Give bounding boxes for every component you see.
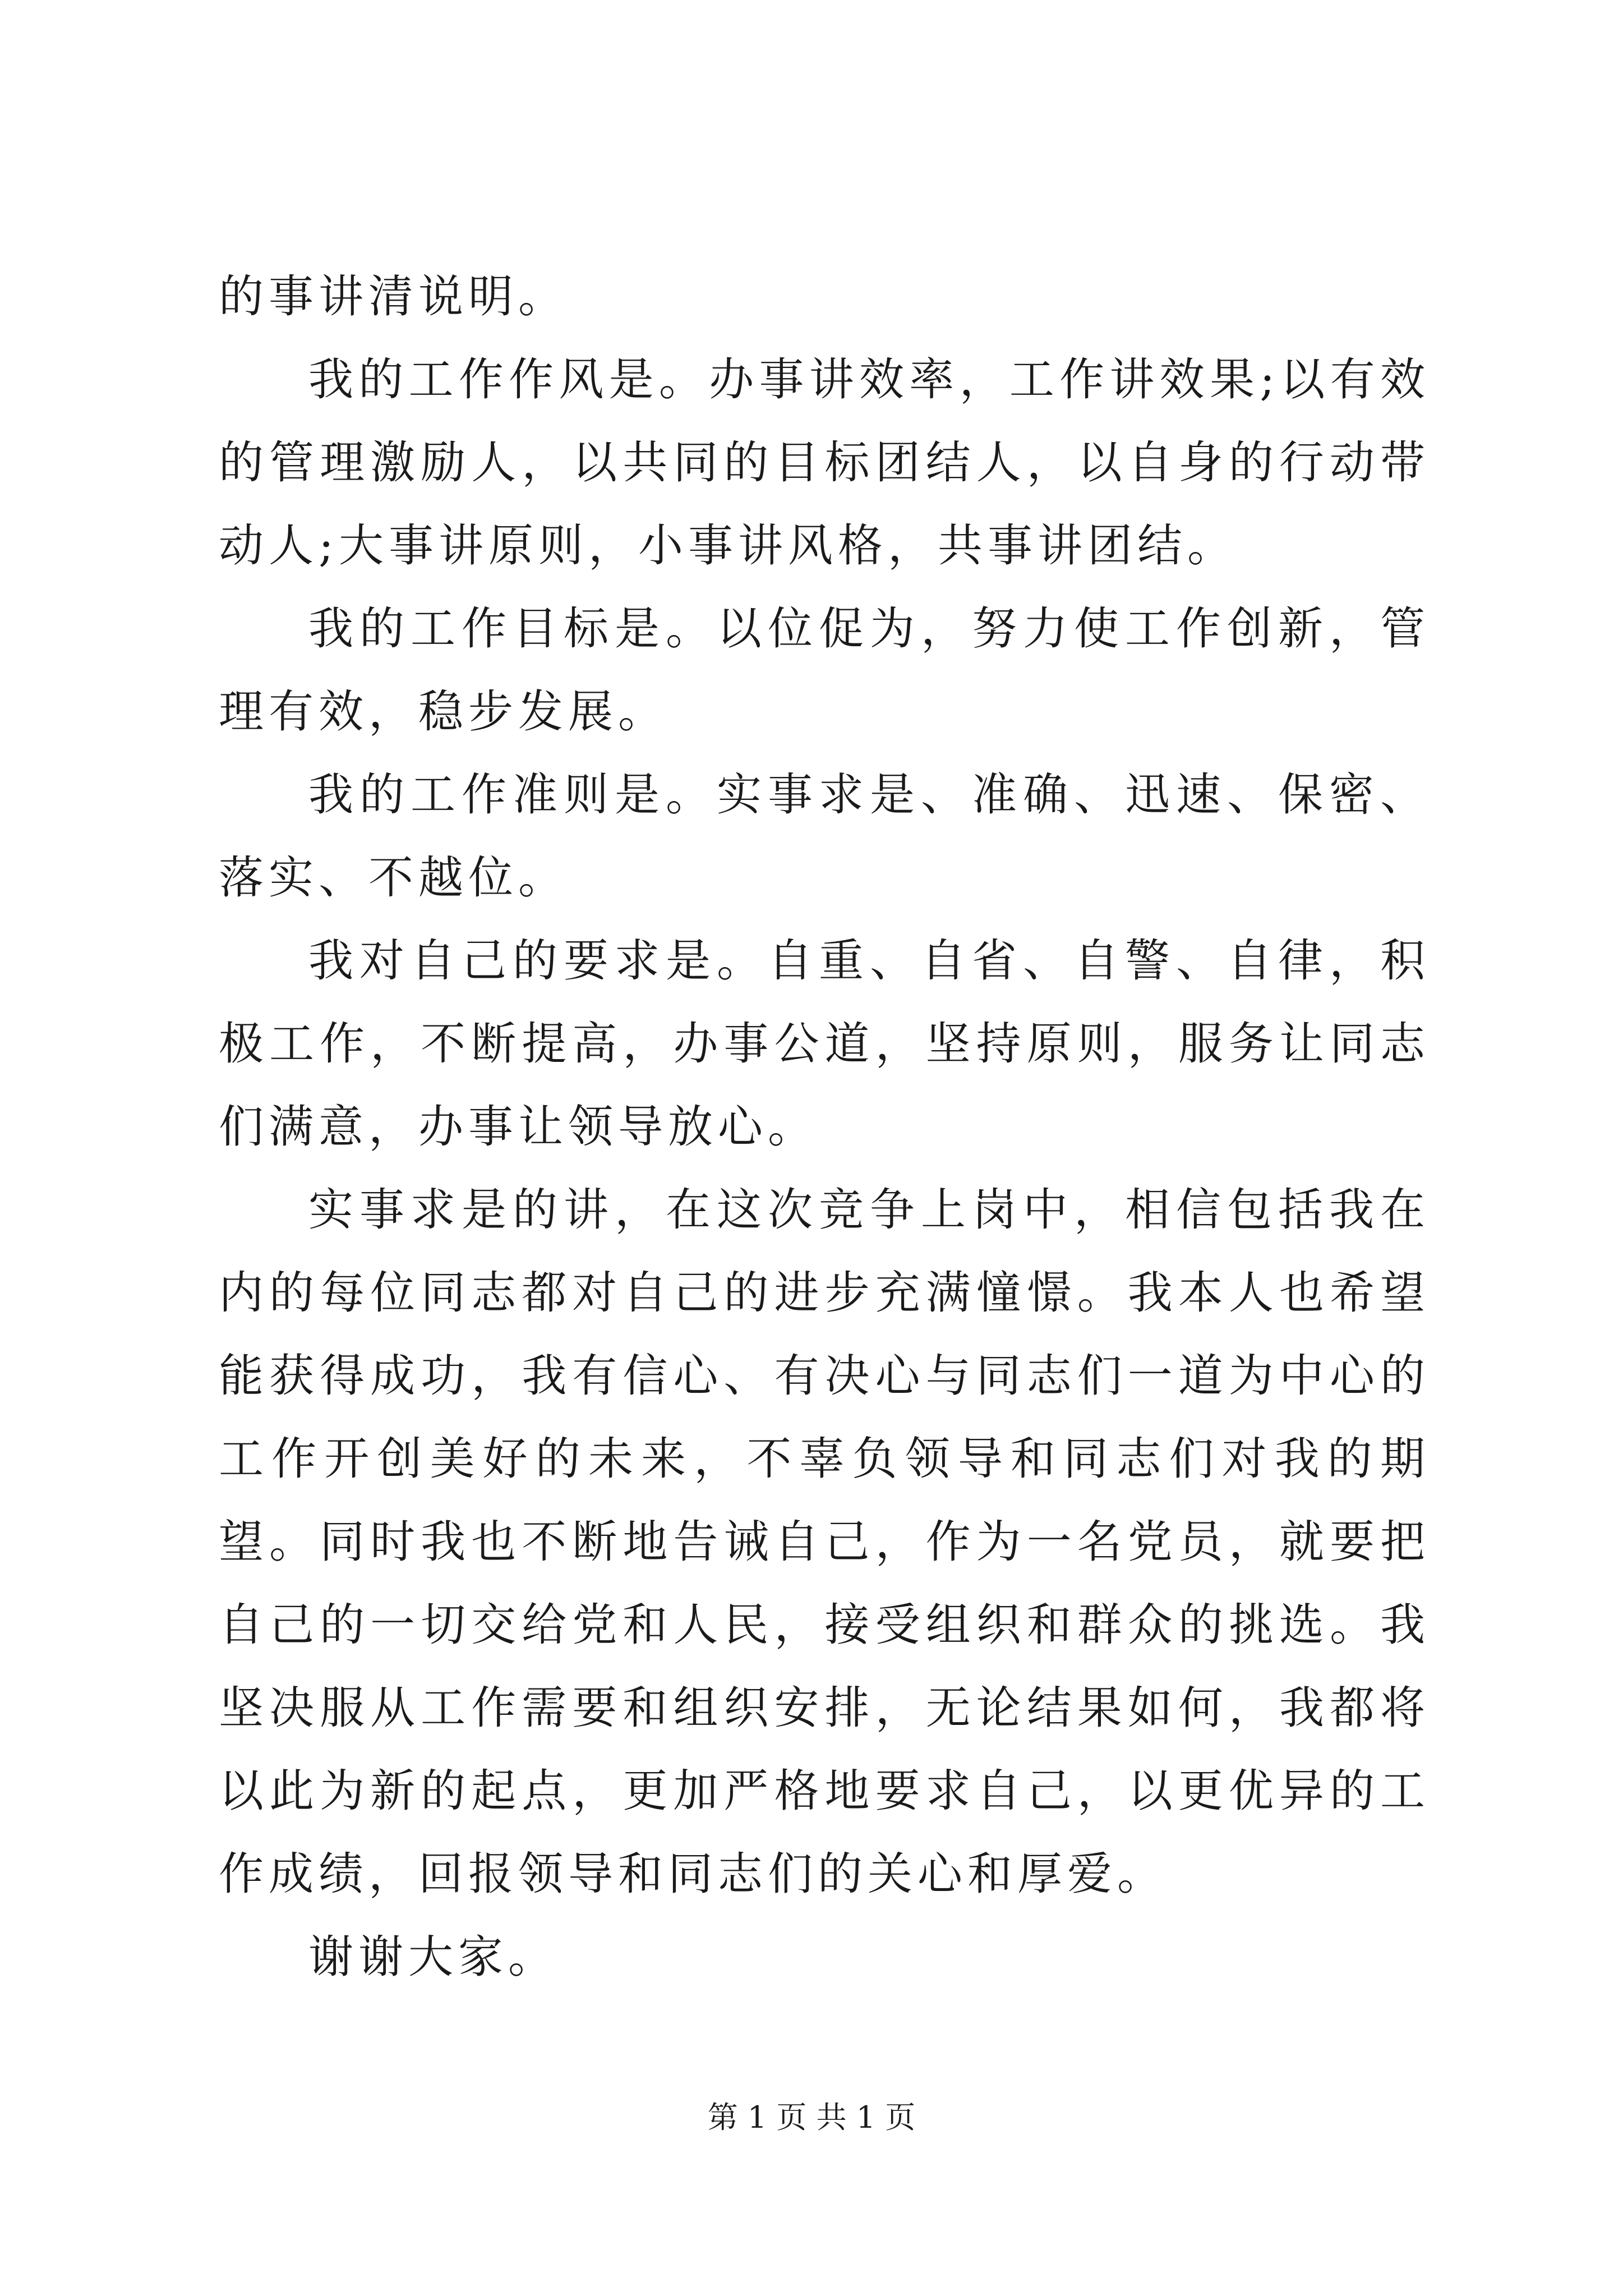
paragraph-continuation: 的事讲清说明。	[219, 270, 568, 323]
paragraph-closing-statement: 实事求是的讲，在这次竞争上岗中，相信包括我在内的每位同志都对自己的进步充满憧憬。我本人也希望能获得成功，我有信心、有决心与同志们一道为中心的工作开创美好的未来，不辜负领导和同志们对我的期望。同时我也不断地告诫自己，作为一名党员，就要把自己的一切交给党和人民，接受组织和群众的挑选。我坚决服从工作需要和组织安排，无论结果如何，我都将以此为新的起点，更加严格地要求自己，以更优异的工作成绩，回报领导和同志们的关心和厚爱。	[219, 1184, 1430, 1900]
paragraph-work-style: 我的工作作风是。办事讲效率，工作讲效果;以有效的管理激励人，以共同的目标团结人，以自身的行动带动人;大事讲原则，小事讲风格，共事讲团结。	[219, 353, 1430, 572]
paragraph-work-goal: 我的工作目标是。以位促为，努力使工作创新，管理有效，稳步发展。	[219, 602, 1430, 738]
page-footer: 第 1 页 共 1 页	[707, 2100, 916, 2135]
document-body	[219, 255, 1430, 1999]
paragraph-self-requirement: 我对自己的要求是。自重、自省、自警、自律，积极工作，不断提高，办事公道，坚持原则，服务让同志们满意，办事让领导放心。	[219, 935, 1430, 1153]
paragraph-work-principle: 我的工作准则是。实事求是、准确、迅速、保密、落实、不越位。	[219, 769, 1430, 904]
paragraph-thanks: 谢谢大家。	[308, 1931, 558, 1983]
